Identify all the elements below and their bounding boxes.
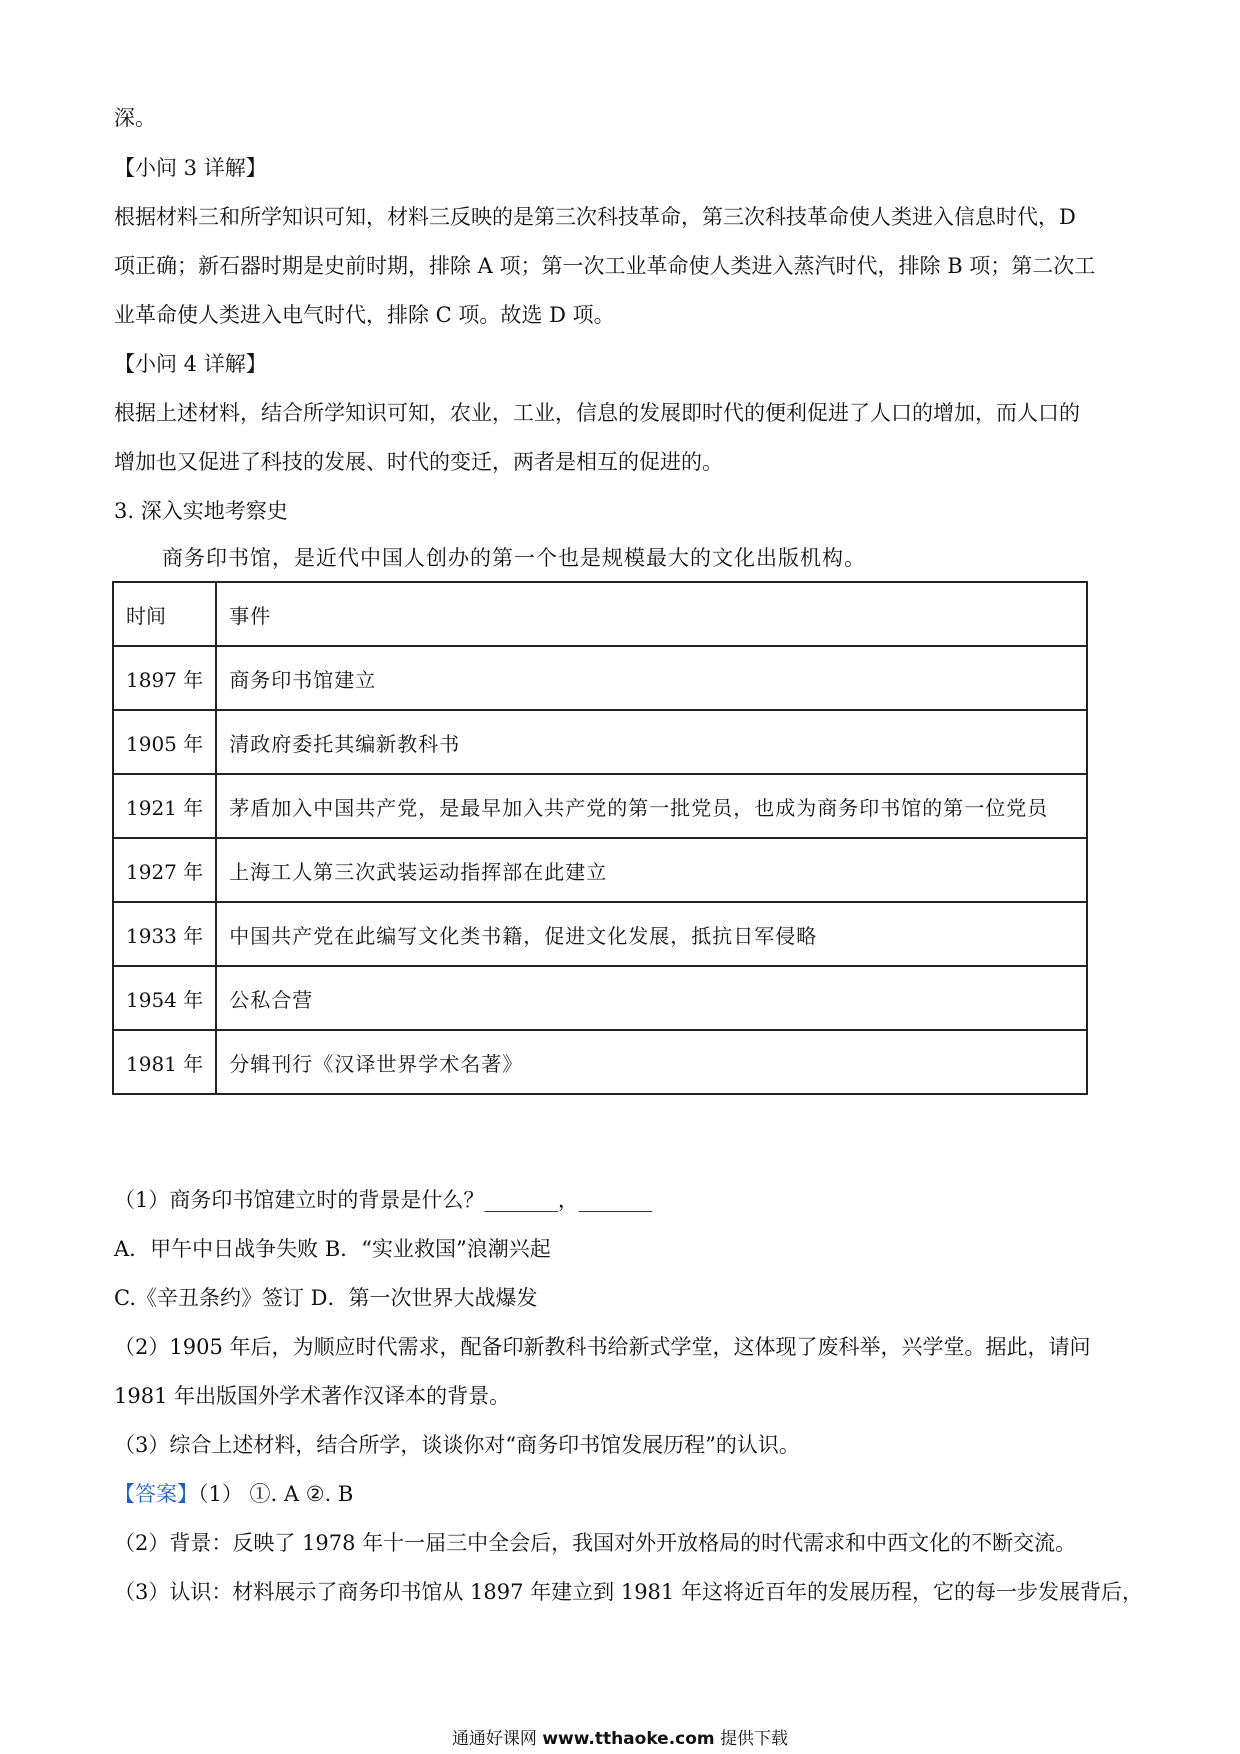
table-cell-event: 上海工人第三次武装运动指挥部在此建立	[216, 838, 1087, 902]
table-row	[113, 838, 1087, 902]
options-c-d: C.《辛丑条约》签订 D．第一次世界大战爆发	[114, 1286, 538, 1310]
table-cell-time: 1927 年	[113, 838, 216, 902]
page-footer	[0, 1728, 1240, 1750]
table-cell-event: 分辑刊行《汉译世界学术名著》	[216, 1030, 1087, 1094]
table-cell-event: 茅盾加入中国共产党，是最早加入共产党的第一批党员，也成为商务印书馆的第一位党员	[216, 774, 1087, 838]
paragraph-line: 项正确；新石器时期是史前时期，排除 A 项；第一次工业革命使人类进入蒸汽时代，排除 B 项；第二次工	[114, 254, 1096, 278]
question-2-line: （2）1905 年后，为顺应时代需求，配备印新教科书给新式学堂，这体现了废科举，兴学堂。据此，请问	[114, 1335, 1091, 1359]
answer-1-text: （1） ①. A ②. B	[198, 1482, 354, 1506]
answer-3: （3）认识：材料展示了商务印书馆从 1897 年建立到 1981 年这将近百年的发展历程，它的每一步发展背后，	[114, 1580, 1143, 1604]
table-row	[113, 710, 1087, 774]
table-header-cell: 事件	[216, 582, 1087, 646]
footer-download-text: 提供下载	[720, 1729, 789, 1749]
table-row	[113, 966, 1087, 1030]
table-header-cell: 时间	[113, 582, 216, 646]
question-3-title: 3. 深入实地考察史	[114, 499, 288, 523]
subquestion-3-heading: 【小问 3 详解】	[114, 156, 267, 180]
paragraph-line: 增加也又促进了科技的发展、时代的变迁，两者是相互的促进的。	[114, 450, 723, 474]
table-row	[113, 1030, 1087, 1094]
paragraph-line: 根据上述材料，结合所学知识可知，农业，工业，信息的发展即时代的便利促进了人口的增加，而人口的	[114, 401, 1080, 425]
table-cell-time: 1954 年	[113, 966, 216, 1030]
question-3: （3）综合上述材料，结合所学，谈谈你对“商务印书馆发展历程”的认识。	[114, 1433, 800, 1457]
table-cell-time: 1897 年	[113, 646, 216, 710]
paragraph-line: 业革命使人类进入电气时代，排除 C 项。故选 D 项。	[114, 303, 615, 327]
events-table	[112, 581, 1088, 1095]
table-cell-time: 1921 年	[113, 774, 216, 838]
line-shen: 深。	[114, 106, 156, 130]
answer-2: （2）背景：反映了 1978 年十一届三中全会后，我国对外开放格局的时代需求和中西文化的不断交流。	[114, 1531, 1077, 1555]
table-row	[113, 774, 1087, 838]
answer-1	[114, 1479, 353, 1509]
table-row	[113, 902, 1087, 966]
table-header-row	[113, 582, 1087, 646]
options-a-b: A．甲午中日战争失败 B．“实业救国”浪潮兴起	[114, 1237, 551, 1261]
table-cell-time: 1933 年	[113, 902, 216, 966]
question-1: （1）商务印书馆建立时的背景是什么？_______，_______	[114, 1188, 653, 1212]
table-cell-time: 1905 年	[113, 710, 216, 774]
table-cell-time: 1981 年	[113, 1030, 216, 1094]
table-cell-event: 公私合营	[216, 966, 1087, 1030]
table-cell-event: 清政府委托其编新教科书	[216, 710, 1087, 774]
paragraph-line: 根据材料三和所学知识可知，材料三反映的是第三次科技革命，第三次科技革命使人类进入信息时代，D	[114, 205, 1076, 229]
subquestion-4-heading: 【小问 4 详解】	[114, 352, 267, 376]
table-cell-event: 商务印书馆建立	[216, 646, 1087, 710]
table-row	[113, 646, 1087, 710]
footer-website-link[interactable]: www.tthaoke.com	[542, 1729, 715, 1749]
answer-tag: 【答案】	[114, 1482, 198, 1506]
question-2-line: 1981 年出版国外学术著作汉译本的背景。	[114, 1384, 511, 1408]
table-cell-event: 中国共产党在此编写文化类书籍，促进文化发展，抵抗日军侵略	[216, 902, 1087, 966]
material-intro: 商务印书馆，是近代中国人创办的第一个也是规模最大的文化出版机构。	[162, 546, 866, 570]
footer-brand: 通通好课网	[451, 1729, 537, 1749]
